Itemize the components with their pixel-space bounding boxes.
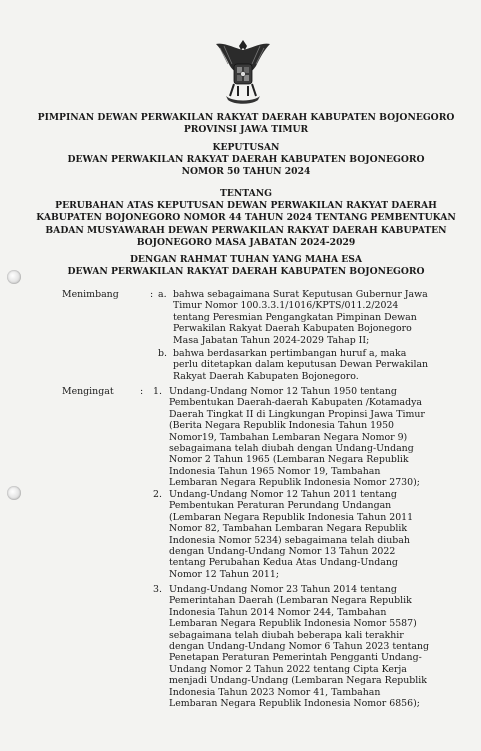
invocation bbox=[36, 254, 456, 278]
punch-hole bbox=[7, 270, 21, 284]
item-text-line: Undang-Undang Nomor 12 Tahun 1950 tentang bbox=[169, 386, 397, 397]
subject-line: KABUPATEN BOJONEGORO NOMOR 44 TAHUN 2024 TENTANG PEMBENTUKAN bbox=[36, 212, 456, 224]
item-text-line: Timur Nomor 100.3.3.1/1016/KPTS/011.2/2024 bbox=[173, 300, 399, 312]
item-text-line: Pembentukan Peraturan Perundang Undangan bbox=[169, 500, 392, 512]
invocation-line: DEWAN PERWAKILAN RAKYAT DAERAH KABUPATEN BOJONEGORO bbox=[67, 266, 425, 278]
subject-line: PERUBAHAN ATAS KEPUTUSAN DEWAN PERWAKILAN RAKYAT DAERAH bbox=[55, 200, 437, 212]
item-text-line: Nomor 12 Tahun 2011; bbox=[169, 568, 279, 580]
item-text-line: Masa Jabatan Tahun 2024-2029 Tahap II; bbox=[173, 334, 370, 346]
item-text-line: tentang Peresmian Pengangkatan Pimpinan Dewan bbox=[173, 311, 417, 323]
decree-subject bbox=[36, 188, 456, 249]
item-marker: a. bbox=[158, 289, 167, 300]
menimbang-colon: : bbox=[150, 289, 154, 300]
item-text-line: Lembaran Negara Republik Indonesia Nomor 6856); bbox=[169, 698, 420, 710]
garuda-emblem-icon bbox=[214, 36, 272, 108]
item-text-line: Penetapan Peraturan Pemerintah Pengganti Undang- bbox=[169, 652, 422, 664]
item-text-line: Indonesia Tahun 1965 Nomor 19, Tambahan bbox=[169, 465, 381, 477]
item-text-line: Pembentukan Daerah-daerah Kabupaten /Kotamadya bbox=[169, 397, 422, 409]
item-text-line: Rakyat Daerah Kabupaten Bojonegoro. bbox=[173, 370, 359, 382]
item-text-line: bahwa berdasarkan pertimbangan huruf a, maka bbox=[173, 348, 407, 359]
item-text-line: sebagaimana telah diubah dengan Undang-Undang bbox=[169, 443, 414, 455]
menimbang-label: Menimbang bbox=[62, 289, 119, 300]
subject-line: BADAN MUSYAWARAH DEWAN PERWAKILAN RAKYAT DAERAH KABUPATEN bbox=[45, 224, 447, 236]
item-marker: b. bbox=[158, 348, 167, 359]
province-name: PROVINSI JAWA TIMUR bbox=[183, 124, 309, 136]
subject-label: TENTANG bbox=[220, 188, 272, 199]
mengingat-label: Mengingat bbox=[62, 386, 114, 397]
item-marker: 3. bbox=[153, 584, 162, 595]
item-text-line: Daerah Tingkat II di Lingkungan Propinsi Jawa Timur bbox=[169, 408, 425, 420]
item-text-line: Indonesia Tahun 2023 Nomor 41, Tambahan bbox=[169, 686, 381, 698]
subject-line: BOJONEGORO MASA JABATAN 2024-2029 bbox=[136, 236, 356, 248]
item-text-line: (Berita Negara Republik Indonesia Tahun 1950 bbox=[169, 420, 395, 432]
item-text-line: dengan Undang-Undang Nomor 13 Tahun 2022 bbox=[169, 546, 396, 558]
item-text-line: perlu ditetapkan dalam keputusan Dewan Perwakilan bbox=[173, 359, 429, 371]
decree-heading bbox=[36, 142, 456, 179]
item-text-line: Indonesia Nomor 5234) sebagaimana telah diubah bbox=[169, 534, 410, 546]
item-text-line: dengan Undang-Undang Nomor 6 Tahun 2023 tentang bbox=[169, 641, 430, 653]
item-marker: 2. bbox=[153, 489, 162, 500]
decree-label: KEPUTUSAN bbox=[212, 142, 280, 153]
item-text-line: Lembaran Negara Republik Indonesia Nomor 5587) bbox=[169, 618, 417, 630]
item-text-line: Nomor19, Tambahan Lembaran Negara Nomor 9) bbox=[169, 431, 408, 443]
item-text-line: Undang Nomor 2 Tahun 2022 tentang Cipta Kerja bbox=[169, 663, 407, 675]
decree-number: NOMOR 50 TAHUN 2024 bbox=[181, 166, 311, 178]
mengingat-colon: : bbox=[140, 386, 144, 397]
item-marker: 1. bbox=[153, 386, 162, 397]
institution-header bbox=[36, 112, 456, 136]
item-text-line: sebagaimana telah diubah beberapa kali terakhir bbox=[169, 629, 404, 641]
item-text-line: menjadi Undang-Undang (Lembaran Negara Republik bbox=[169, 675, 427, 687]
item-text-line: tentang Perubahan Kedua Atas Undang-Undang bbox=[169, 557, 398, 569]
item-text-line: Indonesia Tahun 2014 Nomor 244, Tambahan bbox=[169, 606, 387, 618]
punch-hole bbox=[7, 486, 21, 500]
item-text-line: Undang-Undang Nomor 12 Tahun 2011 tentang bbox=[169, 489, 397, 500]
item-text-line: Pemerintahan Daerah (Lembaran Negara Republik bbox=[169, 595, 412, 607]
decree-issuer: DEWAN PERWAKILAN RAKYAT DAERAH KABUPATEN BOJONEGORO bbox=[67, 154, 425, 166]
item-text-line: Nomor 82, Tambahan Lembaran Negara Republik bbox=[169, 523, 408, 535]
item-text-line: Lembaran Negara Republik Indonesia Nomor 2730); bbox=[169, 477, 420, 489]
invocation-line: DENGAN RAHMAT TUHAN YANG MAHA ESA bbox=[129, 254, 363, 265]
institution-name: PIMPINAN DEWAN PERWAKILAN RAKYAT DAERAH KABUPATEN BOJONEGORO bbox=[37, 112, 455, 123]
item-text-line: Undang-Undang Nomor 23 Tahun 2014 tentang bbox=[169, 584, 397, 595]
item-text-line: Perwakilan Rakyat Daerah Kabupaten Bojonegoro bbox=[173, 323, 412, 335]
item-text-line: bahwa sebagaimana Surat Keputusan Gubernur Jawa bbox=[173, 289, 428, 300]
item-text-line: (Lembaran Negara Republik Indonesia Tahun 2011 bbox=[169, 511, 414, 523]
item-text-line: Nomor 2 Tahun 1965 (Lembaran Negara Republik bbox=[169, 454, 409, 466]
